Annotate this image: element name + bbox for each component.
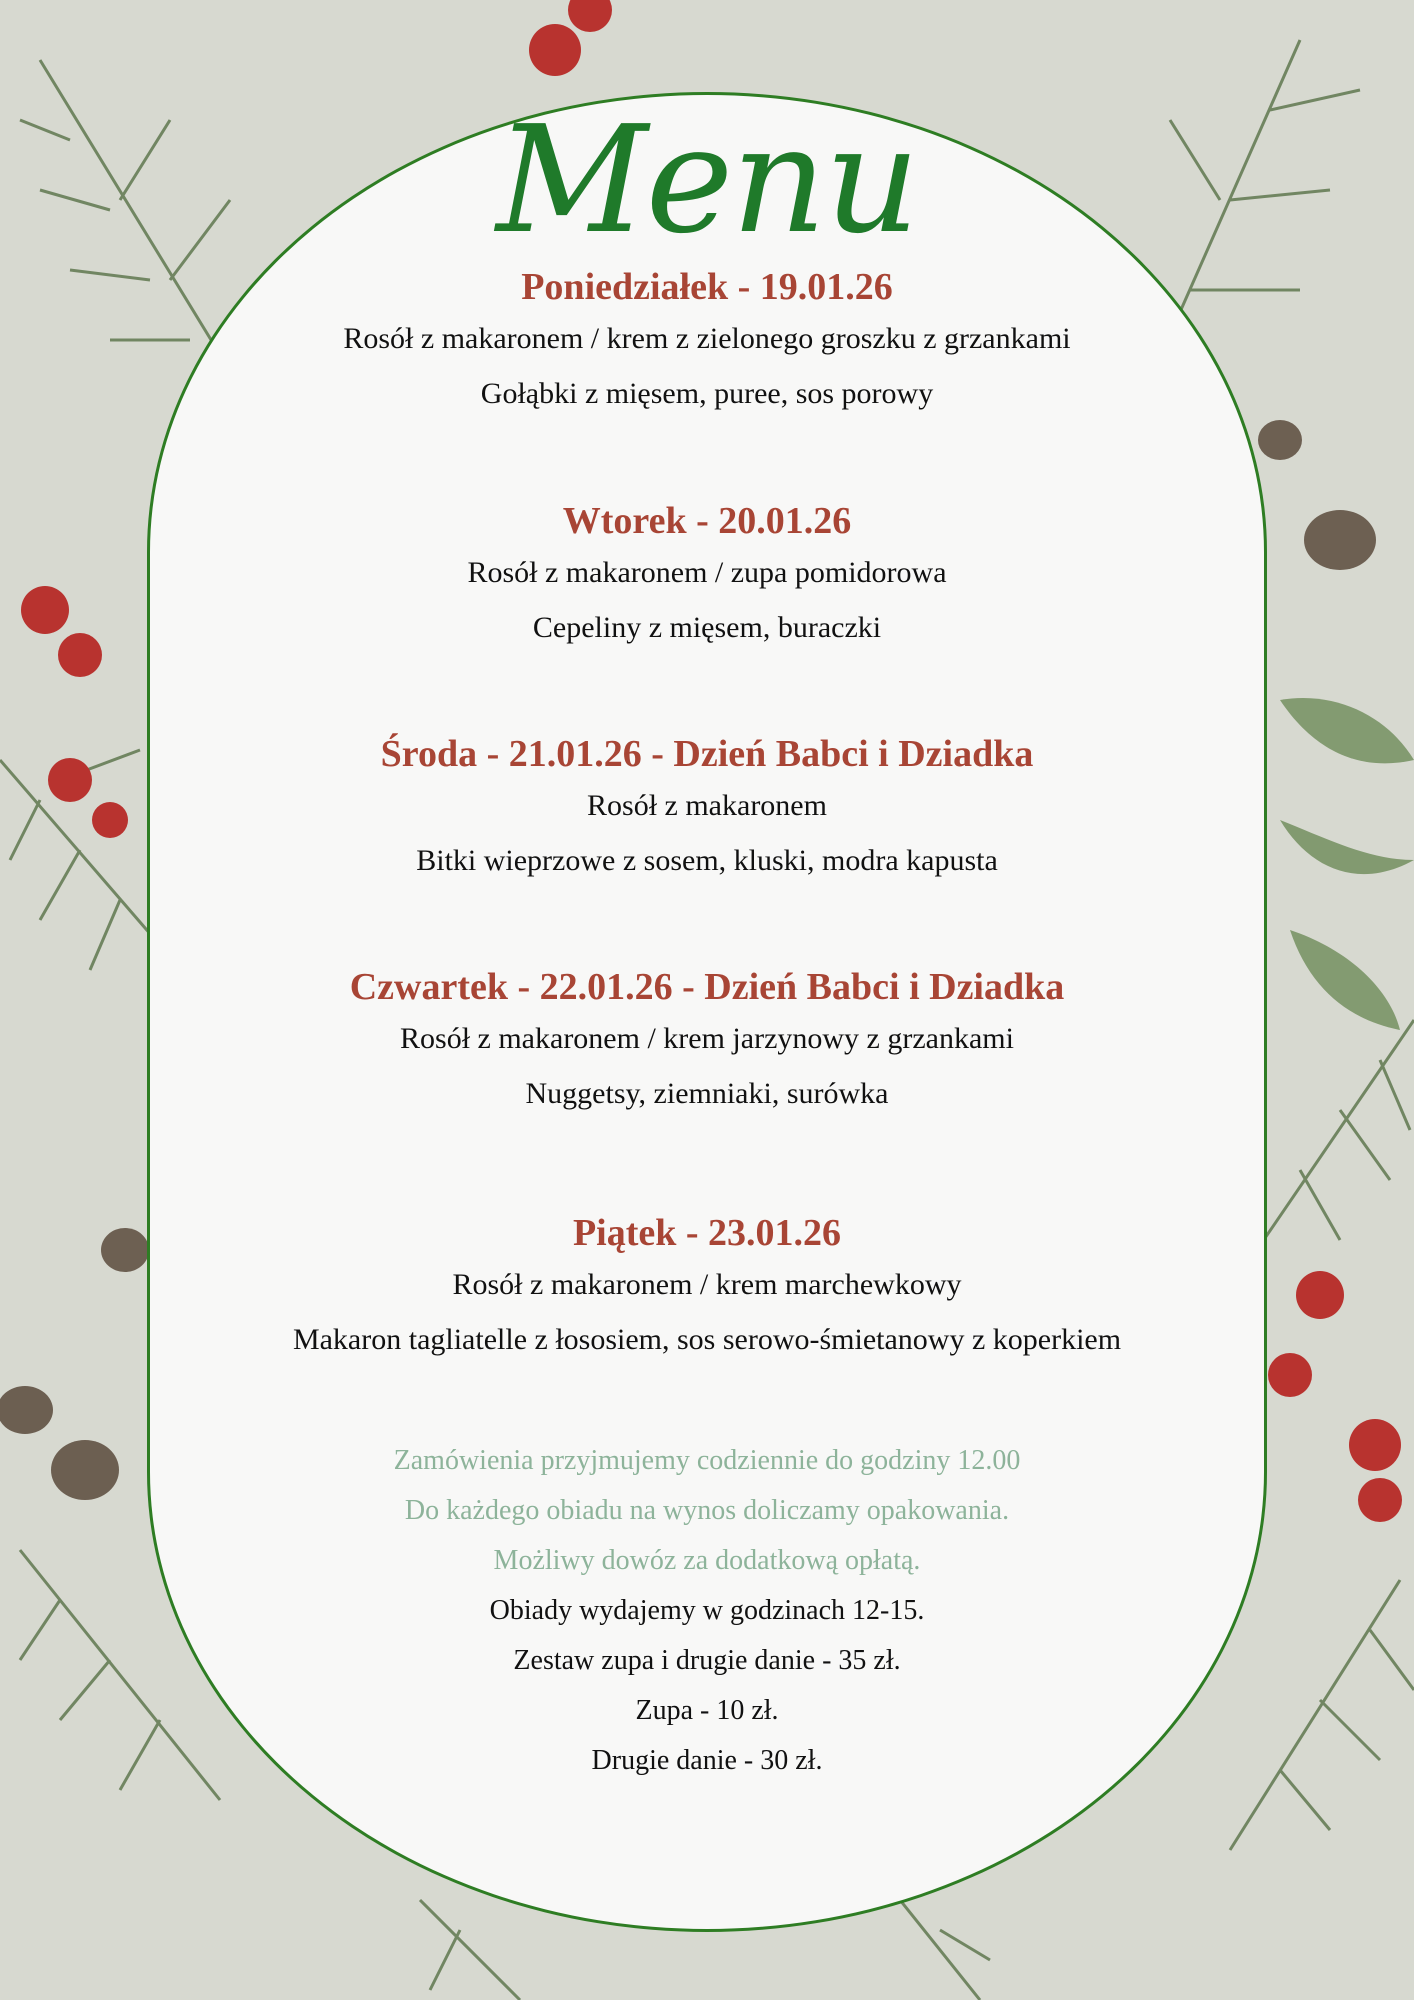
packaging-note: Do każdego obiadu na wynos doliczamy opakowania. [404, 1495, 1010, 1526]
red-berry [529, 24, 581, 76]
soup-price: Zupa - 10 zł. [635, 1695, 779, 1726]
main-dish-line: Gołąbki z mięsem, puree, sos porowy [480, 377, 934, 410]
day-heading: Poniedziałek - 19.01.26 [521, 266, 893, 308]
day-friday [0, 1209, 1414, 1367]
main-dish-price: Drugie danie - 30 zł. [591, 1745, 823, 1776]
main-dish-line: Makaron tagliatelle z łososiem, sos serowo-śmietanowy z koperkiem [292, 1323, 1122, 1356]
pine-cone [0, 1386, 53, 1434]
soup-line: Rosół z makaronem / zupa pomidorowa [467, 556, 947, 589]
day-heading: Piątek - 23.01.26 [572, 1212, 842, 1254]
order-info [0, 1436, 1414, 1786]
day-heading: Czwartek - 22.01.26 - Dzień Babci i Dziadka [349, 966, 1065, 1008]
day-wednesday [0, 730, 1414, 888]
menu-title: Menu [496, 94, 918, 266]
main-dish-line: Bitki wieprzowe z sosem, kluski, modra kapusta [416, 844, 998, 877]
soup-line: Rosół z makaronem / krem jarzynowy z grzankami [400, 1022, 1014, 1055]
red-berry [568, 0, 612, 32]
set-price: Zestaw zupa i drugie danie - 35 zł. [513, 1645, 901, 1676]
delivery-note: Możliwy dowóz za dodatkową opłatą. [493, 1545, 921, 1576]
day-heading: Wtorek - 20.01.26 [562, 500, 852, 542]
day-tuesday [0, 497, 1414, 655]
serving-hours: Obiady wydajemy w godzinach 12-15. [489, 1595, 925, 1626]
day-heading: Środa - 21.01.26 - Dzień Babci i Dziadka [380, 733, 1034, 775]
soup-line: Rosół z makaronem / krem z zielonego groszku z grzankami [343, 322, 1071, 355]
main-dish-line: Cepeliny z mięsem, buraczki [532, 611, 882, 644]
soup-line: Rosół z makaronem / krem marchewkowy [452, 1268, 962, 1301]
day-monday [0, 263, 1414, 421]
day-thursday [0, 963, 1414, 1121]
soup-line: Rosół z makaronem [587, 789, 827, 822]
orders-note: Zamówienia przyjmujemy codziennie do godziny 12.00 [393, 1445, 1021, 1476]
pine-cone [1258, 420, 1302, 460]
main-dish-line: Nuggetsy, ziemniaki, surówka [525, 1077, 889, 1110]
